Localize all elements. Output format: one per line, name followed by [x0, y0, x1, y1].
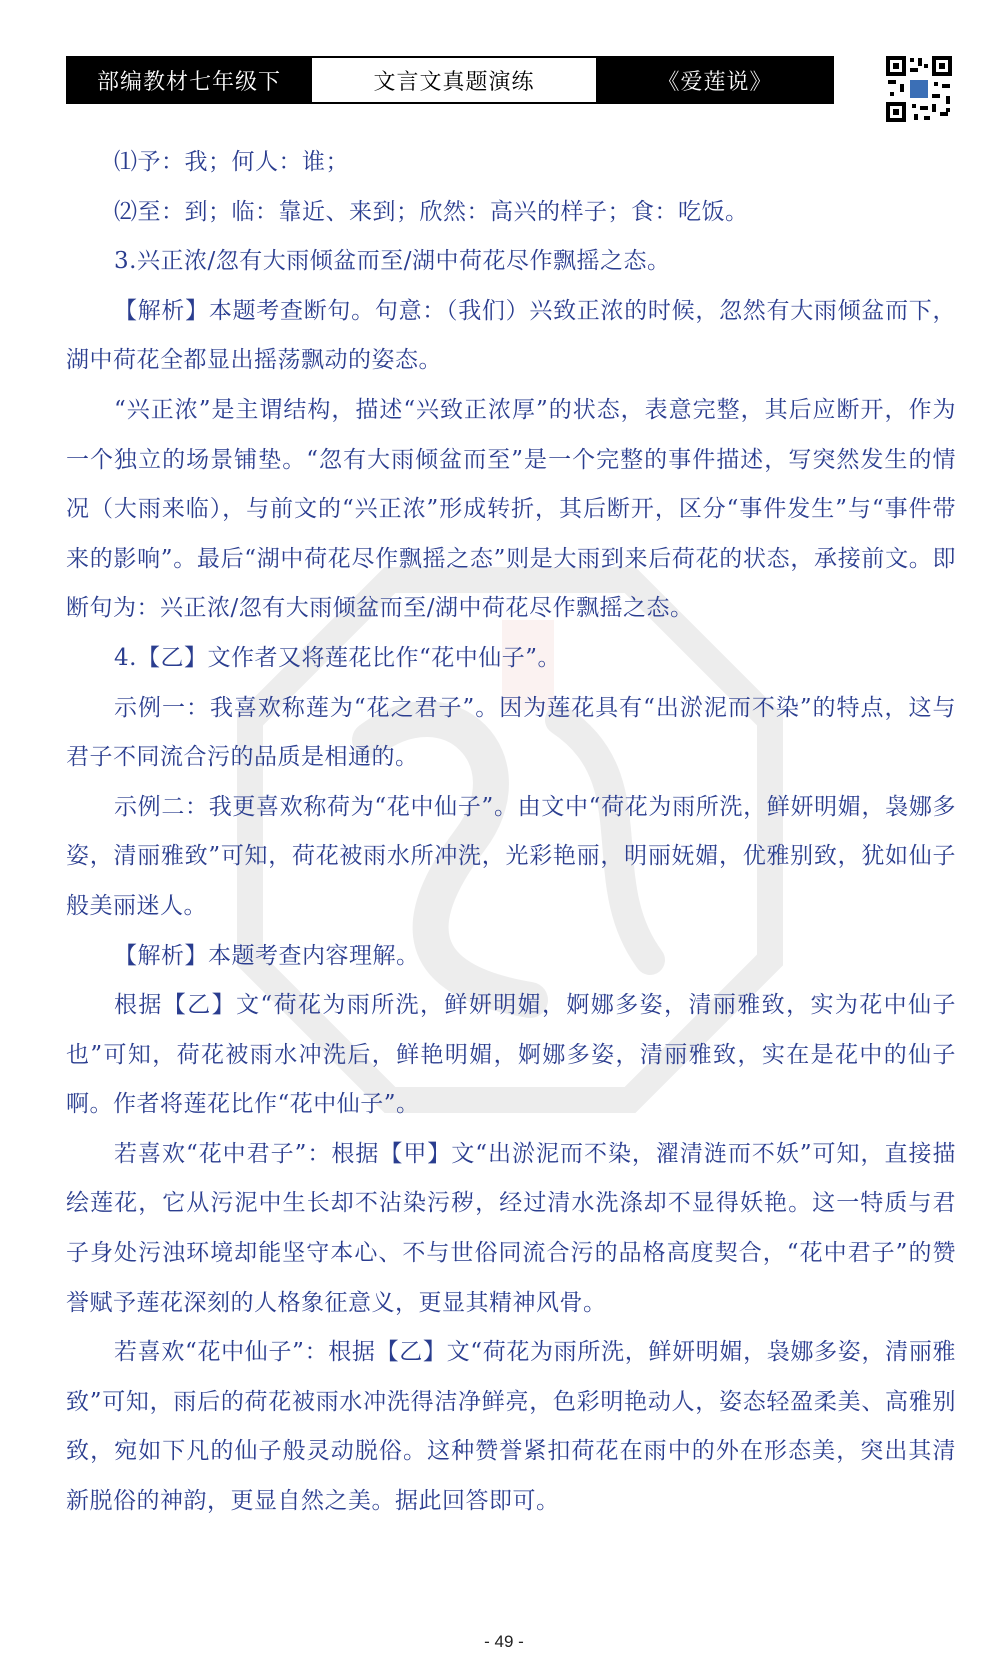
- example-2: 示例二：我更喜欢称荷为“花中仙子”。由文中“荷花为雨所洗，鲜妍明媚，袅娜多姿，清丽雅致”可知，荷花被雨水所冲洗，光彩艳丽，明丽妩媚，优雅别致，犹如仙子般美丽迷人。: [66, 793, 956, 919]
- qr-code-icon: [884, 54, 954, 124]
- answer-content: [66, 138, 956, 1527]
- analysis-3-detail: “兴正浓”是主谓结构，描述“兴致正浓厚”的状态，表意完整，其后应断开，作为一个独立的场景铺垫。“忽有大雨倾盆而至”是一个完整的事件描述，写突然发生的情况（大雨来临），与前文的“兴正浓”形成转折，其后断开，区分“事件发生”与“事件带来的影响”。最后“湖中荷花尽作飘摇之态”则是大雨到来后荷花的状态，承接前文。即断句为：兴正浓/忽有大雨倾盆而至/湖中荷花尽作飘摇之态。: [66, 396, 956, 622]
- note-line-1: ⑴予：我；何人：谁；: [114, 149, 349, 175]
- header-left: 部编教材七年级下: [68, 58, 310, 102]
- analysis-4-detail: 根据【乙】文“荷花为雨所洗，鲜妍明媚，婀娜多姿，清丽雅致，实为花中仙子也”可知，荷花被雨水冲洗后，鲜艳明媚，婀娜多姿，清丽雅致，实在是花中的仙子啊。作者将莲花比作“花中仙子”。: [66, 992, 956, 1118]
- answer-4: 4.【乙】文作者又将莲花比作“花中仙子”。: [114, 644, 561, 671]
- answer-3: 3.兴正浓/忽有大雨倾盆而至/湖中荷花尽作飘摇之态。: [114, 248, 671, 275]
- analysis-4: 【解析】本题考查内容理解。: [114, 942, 420, 969]
- header-right: 《爱莲说》: [598, 58, 832, 102]
- header-title: 文言文真题演练: [310, 58, 598, 102]
- option-gentleman: 若喜欢“花中君子”：根据【甲】文“出淤泥而不染，濯清涟而不妖”可知，直接描绘莲花，它从污泥中生长却不沾染污秽，经过清水洗涤却不显得妖艳。这一特质与君子身处污浊环境却能坚守本心、不与世俗同流合污的品格高度契合，“花中君子”的赞誉赋予莲花深刻的人格象征意义，更显其精神风骨。: [66, 1140, 956, 1316]
- analysis-3: 【解析】本题考查断句。句意：（我们）兴致正浓的时候，忽然有大雨倾盆而下，湖中荷花全都显出摇荡飘动的姿态。: [66, 297, 956, 374]
- option-fairy: 若喜欢“花中仙子”：根据【乙】文“荷花为雨所洗，鲜妍明媚，袅娜多姿，清丽雅致”可知，雨后的荷花被雨水冲洗得洁净鲜亮，色彩明艳动人，姿态轻盈柔美、高雅别致，宛如下凡的仙子般灵动脱俗。这种赞誉紧扣荷花在雨中的外在形态美，突出其清新脱俗的神韵，更显自然之美。据此回答即可。: [66, 1339, 956, 1515]
- note-line-2: ⑵至：到；临：靠近、来到；欣然：高兴的样子；食：吃饭。: [114, 198, 749, 225]
- header-bar: [66, 56, 834, 104]
- example-1: 示例一：我喜欢称莲为“花之君子”。因为莲花具有“出淤泥而不染”的特点，这与君子不同流合污的品质是相通的。: [66, 694, 956, 771]
- page-number: - 49 -: [484, 1632, 524, 1651]
